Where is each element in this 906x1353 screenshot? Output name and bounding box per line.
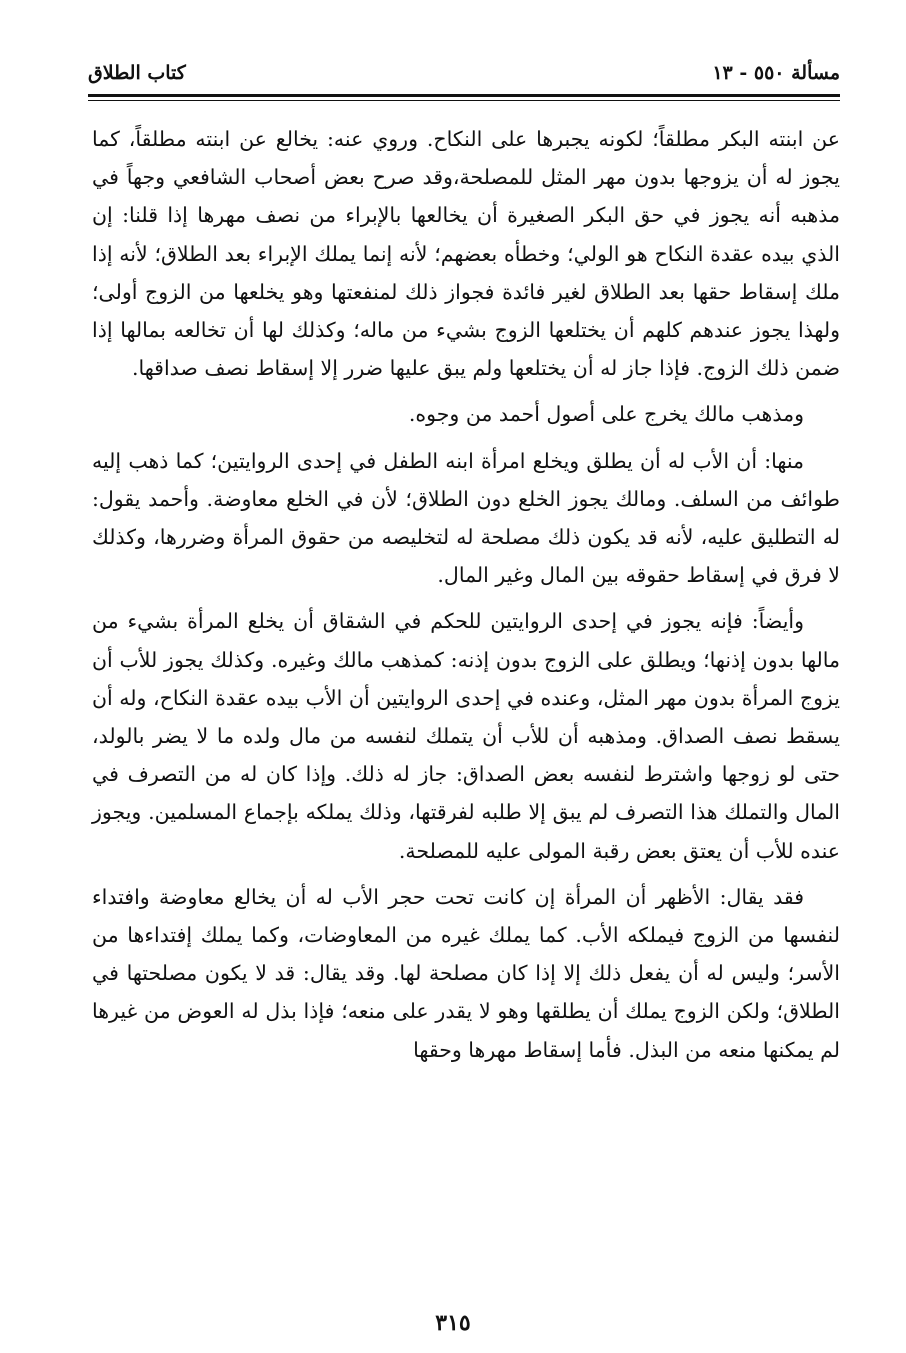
header-rule-thick [88, 94, 840, 97]
page-body [92, 120, 840, 1077]
paragraph-1: عن ابنته البكر مطلقاً؛ لكونه يجبرها على النكاح. وروي عنه: يخالع عن ابنته مطلقاً، كما يجوز له أن يزوجها بدون مهر المثل للمصلحة،وقد صرح بعض أصحاب الشافعي وجهاً في مذهبه أنه يجوز في حق البكر الصغيرة أن يخالعها بالإبراء من نصف مهرها إذا قلنا: إن الذي بيده عقدة النكاح هو الولي؛ وخطأه بعضهم؛ لأنه إنما يملك الإبراء بعد الطلاق؛ لأنه إذا ملك إسقاط حقها بعد الطلاق لغير فائدة فجواز ذلك لمنفعتها وهو يخلعها من الزوج أولى؛ ولهذا يجوز عندهم كلهم أن يختلعها الزوج بشيء من ماله؛ وكذلك لها أن تخالعه بمالها إذا ضمن ذلك الزوج. فإذا جاز له أن يختلعها ولم يبق عليها ضرر إلا إسقاط نصف صداقها. [92, 127, 840, 381]
running-header [88, 58, 840, 90]
paragraph-3: منها: أن الأب له أن يطلق ويخلع امرأة ابنه الطفل في إحدى الروايتين؛ كما ذهب إليه طوائف من السلف. ومالك يجوز الخلع دون الطلاق؛ لأن في الخلع معاوضة. وأحمد يقول: له التطليق عليه، لأنه قد يكون ذلك مصلحة له لتخليصه من حقوق المرأة وضررها، وكذلك لا فرق في إسقاط حقوقه بين المال وغير المال. [92, 448, 840, 588]
page-number: ٣١٥ [435, 1310, 471, 1336]
paragraph-5: فقد يقال: الأظهر أن المرأة إن كانت تحت حجر الأب له أن يخالع معاوضة وافتداء لنفسها من الزوج فيملكه الأب. كما يملك غيره من المعاوضات، وكما يملك إفتداءها من الأسر؛ وليس له أن يفعل ذلك إلا إذا كان مصلحة لها. وقد يقال: قد لا يكون مصلحتها في الطلاق؛ ولكن الزوج يملك أن يطلقها وهو لا يقدر على منعه؛ فإذا بذل له العوض من غيرها لم يمكنها منعه من البذل. فأما إسقاط مهرها وحقها [92, 884, 840, 1062]
paragraph-2: ومذهب مالك يخرج على أصول أحمد من وجوه. [408, 402, 804, 427]
paragraph-4: وأيضاً: فإنه يجوز في إحدى الروايتين للحكم في الشقاق أن يخلع المرأة بشيء من مالها بدون إذنها؛ ويطلق على الزوج بدون إذنه: كمذهب مالك وغيره. وكذلك يجوز للأب أن يزوج المرأة بدون مهر المثل، وعنده في إحدى الروايتين أن الأب بيده عقدة النكاح، وله أن يسقط نصف الصداق. ومذهبه أن للأب أن يتملك لنفسه من مال ولده ما لا يضر بالولد، حتى لو زوجها واشترط لنفسه بعض الصداق: جاز له ذلك. وإذا كان له من التصرف في المال والتملك هذا التصرف لم يبق إلا طلبه لفرقتها، وذلك يملكه بإجماع المسلمين. ويجوز عنده للأب أن يعتق بعض رقبة المولى عليه للمصلحة. [92, 609, 840, 863]
header-section-number: مسألة ٥٥٠ - ١٣ [712, 62, 840, 84]
header-book-title: كتاب الطلاق [88, 62, 186, 84]
header-rule-thin [88, 100, 840, 101]
